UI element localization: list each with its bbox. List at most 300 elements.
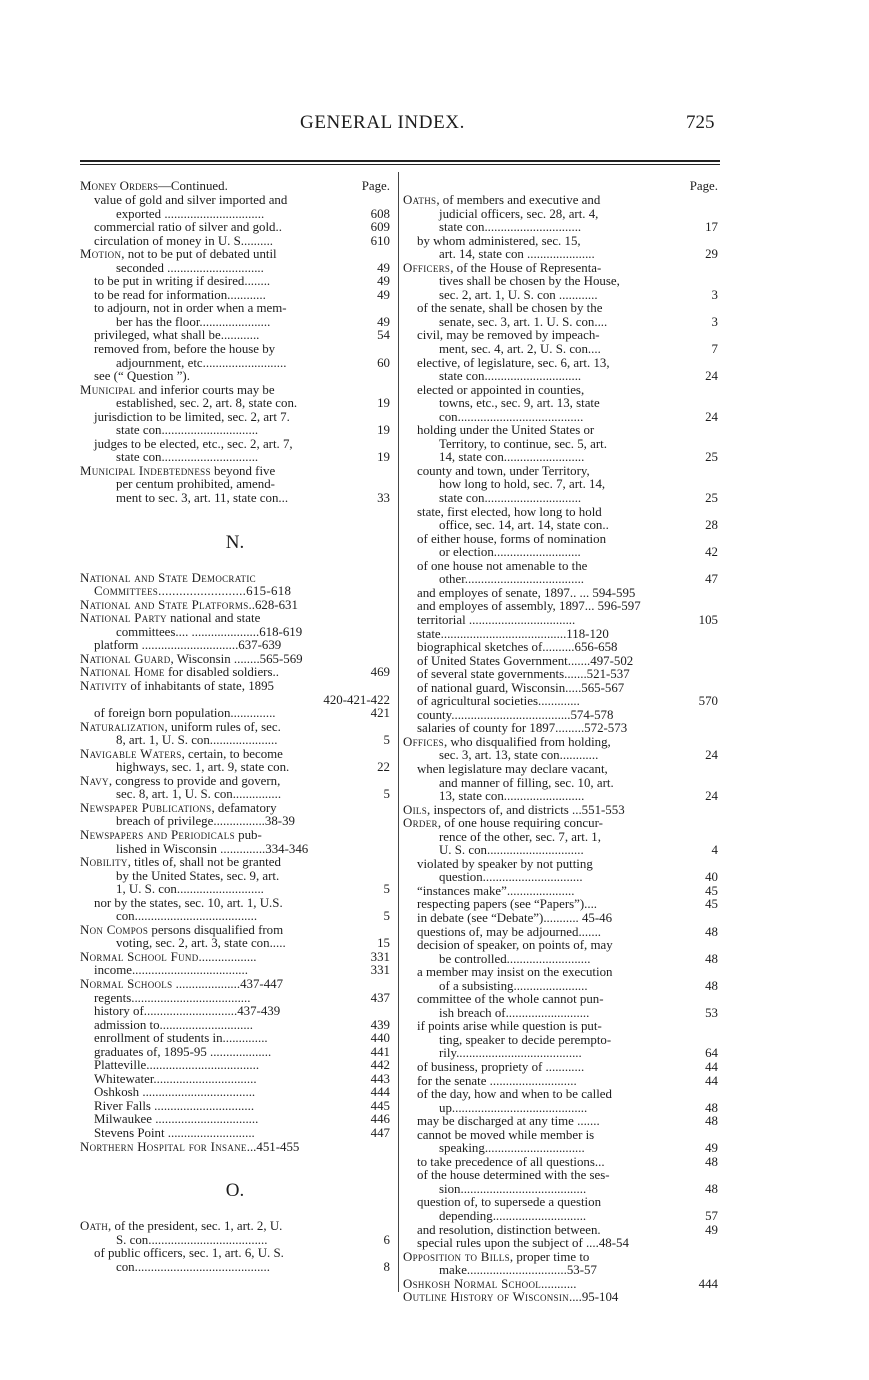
page-reference: 439 [370, 1017, 390, 1032]
entry-heading: Order [403, 816, 438, 831]
index-entry [80, 924, 390, 938]
index-subentry [403, 655, 718, 669]
page-reference: 608 [370, 206, 390, 221]
entry-text: 13, state con......................... [439, 789, 585, 804]
index-subentry [80, 329, 390, 343]
page-reference: 8 [383, 1259, 390, 1274]
entry-text: highways, sec. 1, art. 9, state con. [116, 760, 290, 775]
entry-heading: Oaths [403, 193, 437, 207]
index-subentry [403, 777, 718, 791]
page-reference: 53 [705, 1005, 718, 1020]
page-reference: 45 [705, 897, 718, 912]
index-subentry [403, 370, 718, 384]
entry-text: , defamatory [211, 800, 277, 815]
entry-text: or election........................... [439, 545, 581, 560]
page-reference: 5 [383, 787, 390, 802]
index-subentry [403, 1007, 718, 1021]
index-subentry [403, 1129, 718, 1143]
index-subentry [403, 289, 718, 303]
index-subentry [403, 1034, 718, 1048]
index-subentry [403, 384, 718, 398]
index-subentry [403, 397, 718, 411]
entry-text: of a subsisting....................... [439, 978, 588, 993]
entry-text: cannot be moved while member is [417, 1127, 595, 1142]
entry-text: when legislature may declare vacant, [417, 761, 608, 776]
entry-text: .................. [198, 949, 257, 964]
entry-heading: Navigable Waters [80, 746, 182, 761]
index-entry [80, 748, 390, 762]
entry-text: ment, sec. 4, art. 2, U. S. con.... [439, 342, 601, 357]
index-subentry [403, 668, 718, 682]
entry-text: rily....................................... [439, 1046, 582, 1061]
entry-text: ....................437-447 [172, 976, 284, 991]
index-subentry [403, 1075, 718, 1089]
page-reference: 33 [377, 491, 390, 506]
index-subentry [403, 912, 718, 926]
entry-text: ....95-104 [568, 1290, 619, 1305]
page-reference: 49 [705, 1141, 718, 1156]
entry-text: and manner of filling, sec. 10, art. [439, 775, 614, 790]
page-reference: 28 [705, 518, 718, 533]
index-entry [403, 817, 718, 831]
index-subentry [403, 316, 718, 330]
page-reference: 19 [377, 450, 390, 465]
index-entry [80, 599, 390, 613]
entry-text: how long to hold, sec. 7, art. 14, [439, 477, 606, 492]
entry-text: county and town, under Territory, [417, 463, 590, 478]
index-entry [80, 951, 390, 965]
entry-text: , Wisconsin ........565-569 [170, 651, 303, 666]
entry-text: to be read for information............ [94, 287, 266, 302]
index-subentry [403, 926, 718, 940]
page-reference: 3 [711, 314, 718, 329]
index-subentry [80, 1234, 390, 1248]
entry-text: and employes of senate, 1897.. ... 594-595 [417, 585, 636, 600]
index-subentry [80, 883, 390, 897]
entry-text: civil, may be removed by impeach- [417, 328, 600, 343]
page-reference: 40 [705, 870, 718, 885]
entry-text: speaking............................... [439, 1141, 585, 1156]
index-subentry [80, 424, 390, 438]
index-subentry [80, 843, 390, 857]
entry-text: sec. 2, art. 1, U. S. con ............ [439, 287, 598, 302]
index-entry [80, 829, 390, 843]
entry-text: elected or appointed in counties, [417, 382, 585, 397]
index-subentry [80, 411, 390, 425]
index-subentry [403, 1210, 718, 1224]
entry-text: Oshkosh ................................... [94, 1085, 256, 1100]
entry-heading: Motion [80, 247, 122, 262]
page-reference: 5 [383, 909, 390, 924]
entry-text: territorial ................................. [417, 612, 576, 627]
index-subentry [80, 734, 390, 748]
entry-text: by whom administered, sec. 15, [417, 233, 581, 248]
section-letter: N. [225, 531, 245, 553]
entry-text: breach of privilege................38-39 [116, 814, 295, 829]
index-subentry [403, 357, 718, 371]
index-subentry [403, 302, 718, 316]
entry-text: of one house not amenable to the [417, 558, 588, 573]
index-subentry [80, 370, 390, 384]
entry-text: platform ..............................637-639 [94, 638, 282, 653]
entry-heading: Newspapers and Periodicals [80, 827, 235, 842]
index-subentry [80, 937, 390, 951]
index-subentry [403, 451, 718, 465]
index-subentry [403, 1061, 718, 1075]
index-subentry [403, 519, 718, 533]
entry-text: to adjourn, not in order when a mem- [94, 301, 287, 316]
page-reference: 19 [377, 423, 390, 438]
entry-text: , not to be put of debated until [121, 247, 277, 262]
entry-text: questions of, may be adjourned....... [417, 924, 602, 939]
entry-heading: Municipal Indebtedness [80, 463, 211, 478]
entry-text: income.................................... [94, 963, 248, 978]
page-reference: 105 [698, 612, 718, 627]
page-reference: 24 [705, 748, 718, 763]
entry-text: of the senate, shall be chosen by the [417, 301, 603, 316]
entry-text: exported ............................... [116, 206, 265, 221]
page-reference: 60 [377, 355, 390, 370]
entry-text: for the senate ........................... [417, 1073, 577, 1088]
entry-text: con.......................................... [116, 1259, 270, 1274]
page-reference: 331 [370, 949, 390, 964]
entry-text: privileged, what shall be............ [94, 328, 260, 343]
index-subentry [80, 343, 390, 357]
entry-text: committee of the whole cannot pun- [417, 992, 604, 1007]
entry-text: , certain, to become [181, 746, 283, 761]
index-entry [80, 978, 390, 992]
entry-text: value of gold and silver imported and [94, 193, 288, 207]
index-entry [80, 666, 390, 680]
entry-text: salaries of county for 1897.........572-573 [417, 721, 628, 736]
index-subentry [80, 1073, 390, 1087]
index-subentry [403, 248, 718, 262]
index-entry [80, 1220, 390, 1234]
index-entry [403, 1251, 718, 1265]
index-subentry [403, 343, 718, 357]
index-subentry [403, 1102, 718, 1116]
entry-heading: National Party [80, 611, 167, 626]
index-entry [403, 194, 718, 208]
entry-text: state con.............................. [439, 491, 582, 506]
index-entry [80, 384, 390, 398]
index-subentry [403, 235, 718, 249]
entry-text: of United States Government.......497-502 [417, 653, 634, 668]
page-reference: 49 [377, 287, 390, 302]
entry-heading: National Guard [80, 651, 171, 666]
index-entry [403, 804, 718, 818]
index-subentry [403, 221, 718, 235]
page-reference: 45 [705, 883, 718, 898]
entry-text: to be put in writing if desired........ [94, 274, 271, 289]
entry-text: decision of speaker, on points of, may [417, 938, 613, 953]
index-subentry [403, 953, 718, 967]
index-subentry [80, 707, 390, 721]
entry-text: , titles of, shall not be granted [127, 855, 281, 870]
index-subentry [403, 329, 718, 343]
index-subentry [403, 1196, 718, 1210]
entry-text: regents..................................... [94, 990, 251, 1005]
entry-text: state con.............................. [116, 450, 259, 465]
entry-text: and inferior courts may be [135, 382, 275, 397]
index-subentry [403, 966, 718, 980]
page-reference: 440 [370, 1031, 390, 1046]
page-reference: 48 [705, 924, 718, 939]
entry-text: enrollment of students in.............. [94, 1031, 268, 1046]
entry-text: question............................... [439, 870, 583, 885]
entry-text: persons disqualified from [148, 922, 284, 937]
index-entry [80, 1141, 390, 1155]
page-reference: 17 [705, 220, 718, 235]
index-subentry [403, 587, 718, 601]
index-subentry [403, 1169, 718, 1183]
entry-text: 1, U. S. con........................... [116, 882, 264, 897]
page-reference: 469 [370, 665, 390, 680]
entry-text: holding under the United States or [417, 423, 595, 438]
entry-text: may be discharged at any time ....... [417, 1114, 600, 1129]
page-reference: 22 [377, 760, 390, 775]
left-index-column [80, 180, 390, 1274]
index-subentry [80, 302, 390, 316]
index-subentry [403, 275, 718, 289]
index-subentry [403, 506, 718, 520]
page-reference: 44 [705, 1073, 718, 1088]
entry-text: rence of the other, sec. 7, art. 1, [439, 829, 601, 844]
entry-text: graduates of, 1895-95 ................... [94, 1044, 272, 1059]
entry-text: , inspectors of, and districts ...551-553 [427, 802, 625, 817]
index-subentry [403, 614, 718, 628]
index-subentry [80, 694, 390, 708]
entry-text: sec. 3, art. 13, state con............ [439, 748, 599, 763]
index-subentry [80, 492, 390, 506]
entry-text: ...451-455 [246, 1139, 300, 1154]
page-reference: 49 [377, 314, 390, 329]
entry-heading: National and State Democratic [80, 570, 256, 585]
page-reference: 331 [370, 963, 390, 978]
entry-text: of inhabitants of state, 1895 [127, 678, 274, 693]
entry-text: tives shall be chosen by the House, [439, 274, 620, 289]
entry-heading: Oshkosh Normal School [403, 1276, 542, 1291]
index-subentry [403, 573, 718, 587]
entry-text: —Continued. [158, 179, 228, 193]
entry-text: senate, sec. 3, art. 1. U. S. con.... [439, 314, 608, 329]
index-subentry [403, 1142, 718, 1156]
index-subentry [80, 1059, 390, 1073]
entry-text: and resolution, distinction between. [417, 1222, 601, 1237]
index-subentry [80, 910, 390, 924]
index-subentry [80, 1032, 390, 1046]
entry-text: a member may insist on the execution [417, 965, 613, 980]
page-reference: 444 [698, 1276, 718, 1291]
index-subentry [80, 897, 390, 911]
entry-heading: Municipal [80, 382, 136, 397]
page-number: 725 [686, 112, 715, 133]
entry-text: of business, propriety of ............ [417, 1060, 585, 1074]
page-reference: 57 [705, 1209, 718, 1224]
entry-text: circulation of money in U. S.......... [94, 233, 274, 248]
entry-text: judges to be elected, etc., sec. 2, art. 7, [94, 436, 293, 451]
entry-heading: Newspaper Publications [80, 800, 212, 815]
page-reference: 29 [705, 247, 718, 262]
right-index-column [403, 180, 718, 1305]
index-subentry [403, 1264, 718, 1278]
page-reference: 445 [370, 1098, 390, 1113]
entry-text: , of one house requiring concur- [437, 816, 603, 831]
index-subentry [403, 844, 718, 858]
column-header [403, 180, 718, 194]
header-rule-thick [80, 160, 720, 162]
page-reference: 44 [705, 1060, 718, 1074]
page-reference: 437 [370, 990, 390, 1005]
entry-text: committees.... .....................618-619 [116, 624, 303, 639]
entry-text: admission to............................. [94, 1017, 253, 1032]
entry-heading: Outline History of Wisconsin [403, 1290, 569, 1305]
entry-heading: National and State Platforms [80, 597, 249, 612]
entry-text: Stevens Point ........................... [94, 1126, 255, 1140]
index-subentry [403, 695, 718, 709]
entry-text: established, sec. 2, art. 8, state con. [116, 396, 298, 411]
page-reference: 64 [705, 1046, 718, 1061]
index-subentry [80, 1247, 390, 1261]
index-subentry [80, 788, 390, 802]
entry-text: special rules upon the subject of ....48-54 [417, 1236, 629, 1251]
index-subentry [403, 898, 718, 912]
page-reference: 49 [377, 274, 390, 289]
entry-heading: Nativity [80, 678, 128, 693]
entry-text: question of, to supersede a question [417, 1195, 602, 1210]
index-subentry [80, 1100, 390, 1114]
index-entry [80, 775, 390, 789]
running-head-title: GENERAL INDEX. [300, 112, 465, 133]
entry-text: removed from, before the house by [94, 342, 276, 357]
entry-text: of public officers, sec. 1, art. 6, U. S. [94, 1246, 284, 1261]
entry-text: in debate (see “Debate”)........... 45-46 [417, 910, 613, 925]
page-reference: 610 [370, 233, 390, 248]
index-subentry [80, 221, 390, 235]
index-entry [80, 612, 390, 626]
index-subentry [403, 871, 718, 885]
entry-text: art. 14, state con ..................... [439, 247, 595, 262]
index-subentry [80, 316, 390, 330]
entry-text: 14, state con......................... [439, 450, 585, 465]
entry-heading: Non Compos [80, 922, 149, 937]
index-subentry [403, 709, 718, 723]
page-reference: 24 [705, 369, 718, 384]
index-subentry [80, 1019, 390, 1033]
entry-text: ment to sec. 3, art. 11, state con... [116, 491, 289, 506]
index-entry [80, 653, 390, 667]
index-subentry [403, 492, 718, 506]
index-subentry [403, 763, 718, 777]
index-subentry [403, 641, 718, 655]
index-entry [80, 248, 390, 262]
index-subentry [403, 993, 718, 1007]
index-subentry [403, 1224, 718, 1238]
page-reference: 47 [705, 572, 718, 587]
page-reference: 442 [370, 1058, 390, 1073]
entry-heading: Opposition to Bills [403, 1249, 510, 1264]
entry-heading: Oath [80, 1219, 109, 1234]
entry-text: by the United States, sec. 9, art. [116, 868, 280, 883]
entry-text: elective, of legislature, sec. 6, art. 13, [417, 355, 610, 370]
index-entry [403, 736, 718, 750]
entry-text: depending............................. [439, 1209, 587, 1224]
index-entry [80, 465, 390, 479]
index-entry [403, 1278, 718, 1292]
index-subentry [80, 262, 390, 276]
page-reference: 609 [370, 220, 390, 235]
index-subentry [403, 438, 718, 452]
entry-text: of agricultural societies............. [417, 694, 580, 709]
entry-text: ..628-631 [248, 597, 298, 612]
index-subentry [80, 478, 390, 492]
entry-text: commercial ratio of silver and gold.. [94, 220, 282, 235]
entry-text: towns, etc., sec. 9, art. 13, state [439, 396, 600, 411]
entry-text: Platteville................................... [94, 1058, 260, 1073]
page-reference: 4 [711, 843, 718, 858]
entry-text: biographical sketches of..........656-658 [417, 640, 618, 655]
entry-text: , who disqualified from holding, [443, 734, 611, 749]
entry-text: adjournment, etc.......................... [116, 355, 287, 370]
page-reference: 48 [705, 1114, 718, 1129]
entry-text: ber has the floor...................... [116, 314, 271, 329]
entry-text: of either house, forms of nomination [417, 531, 607, 546]
index-subentry [80, 194, 390, 208]
entry-text: county.....................................574-578 [417, 707, 614, 722]
page-reference: 7 [711, 342, 718, 357]
index-subentry [403, 722, 718, 736]
entry-text: per centum prohibited, amend- [116, 477, 275, 492]
index-subentry [80, 451, 390, 465]
entry-text: jurisdiction to be limited, sec. 2, art 7. [94, 409, 290, 424]
entry-text: seconded .............................. [116, 260, 264, 275]
index-subentry [80, 357, 390, 371]
entry-text: 420-421-422 [323, 692, 390, 707]
index-subentry [403, 939, 718, 953]
entry-text: Committees.........................615-618 [94, 584, 292, 599]
entry-text: , uniform rules of, sec. [164, 719, 281, 734]
page-reference: 444 [370, 1085, 390, 1100]
entry-heading: Northern Hospital for Insane [80, 1139, 247, 1154]
entry-heading: Money Orders [80, 179, 158, 193]
index-entry [80, 572, 390, 586]
index-subentry [80, 235, 390, 249]
index-subentry [403, 1020, 718, 1034]
page-reference: 54 [377, 328, 390, 343]
index-subentry [403, 682, 718, 696]
entry-text: state.......................................118-120 [417, 626, 609, 641]
entry-text: to take precedence of all questions... [417, 1154, 605, 1169]
entry-text: and employes of assembly, 1897... 596-597 [417, 599, 641, 614]
entry-text: respecting papers (see “Papers”).... [417, 897, 598, 912]
entry-text: national and state [166, 611, 261, 626]
entry-text: beyond five [210, 463, 276, 478]
header-rule-thin [80, 164, 720, 165]
index-subentry [403, 478, 718, 492]
index-subentry [80, 870, 390, 884]
entry-text: S. con..................................... [116, 1232, 268, 1247]
entry-text: be controlled.......................... [439, 951, 591, 966]
index-subentry [80, 761, 390, 775]
entry-heading: Normal Schools [80, 976, 173, 991]
index-entry [80, 721, 390, 735]
entry-text: ........... [541, 1276, 577, 1291]
index-subentry [403, 1088, 718, 1102]
entry-text: U. S. con.............................. [439, 843, 584, 858]
entry-text: of the house determined with the ses- [417, 1168, 610, 1183]
index-entry [403, 262, 718, 276]
page-reference: 447 [370, 1126, 390, 1140]
